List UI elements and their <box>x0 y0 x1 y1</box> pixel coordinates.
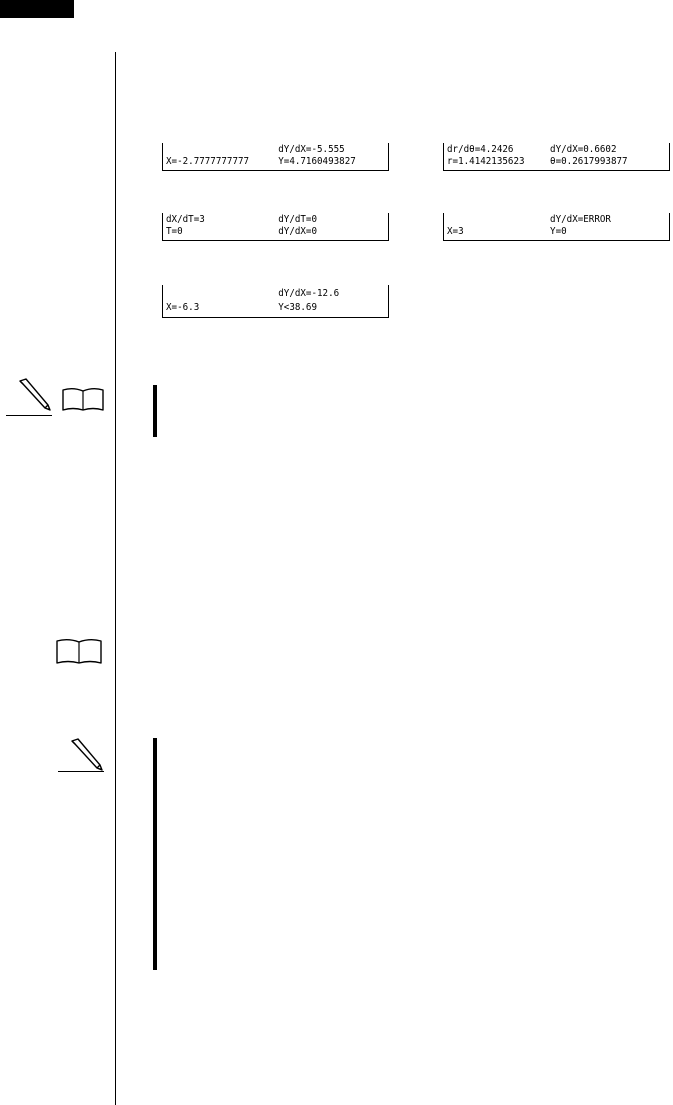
screen-inequality-trace <box>162 285 389 318</box>
screen-value: T=0 <box>166 226 183 237</box>
screen-value: r=1.4142135623 <box>447 156 525 167</box>
page-tab-marker <box>0 0 74 18</box>
book-icon <box>55 637 103 665</box>
screen-value: dY/dX=ERROR <box>550 214 611 225</box>
pencil-underline <box>6 415 52 416</box>
book-icon <box>61 386 105 412</box>
screen-value: Y=0 <box>550 226 567 237</box>
pencil-icon <box>66 737 106 773</box>
screen-value: dX/dT=3 <box>166 214 205 225</box>
screen-value: X=-2.7777777777 <box>166 156 250 167</box>
screen-value: dY/dX=0.6602 <box>550 144 617 155</box>
screen-value: dY/dX=-12.6 <box>278 288 340 299</box>
note-bar <box>153 738 157 970</box>
screen-error-trace <box>443 213 670 241</box>
screen-rect-trace <box>162 143 389 171</box>
pencil-underline <box>58 771 104 772</box>
screen-value: θ=0.2617993877 <box>550 156 628 167</box>
screen-value: Y=4.7160493827 <box>278 156 356 167</box>
margin-rule <box>115 52 116 1105</box>
screen-value: dY/dT=0 <box>278 214 318 225</box>
screen-value: dr/dθ=4.2426 <box>447 144 514 155</box>
screen-value: dY/dX=0 <box>278 226 318 237</box>
screen-value: Y<38.69 <box>278 302 318 313</box>
screen-polar-trace <box>443 143 670 171</box>
screen-value: X=3 <box>447 226 464 237</box>
pencil-icon <box>14 377 54 413</box>
note-bar <box>153 385 157 437</box>
screen-value: X=-6.3 <box>166 302 200 313</box>
screen-param-trace <box>162 213 389 241</box>
screen-value: dY/dX=-5.555 <box>278 144 345 155</box>
